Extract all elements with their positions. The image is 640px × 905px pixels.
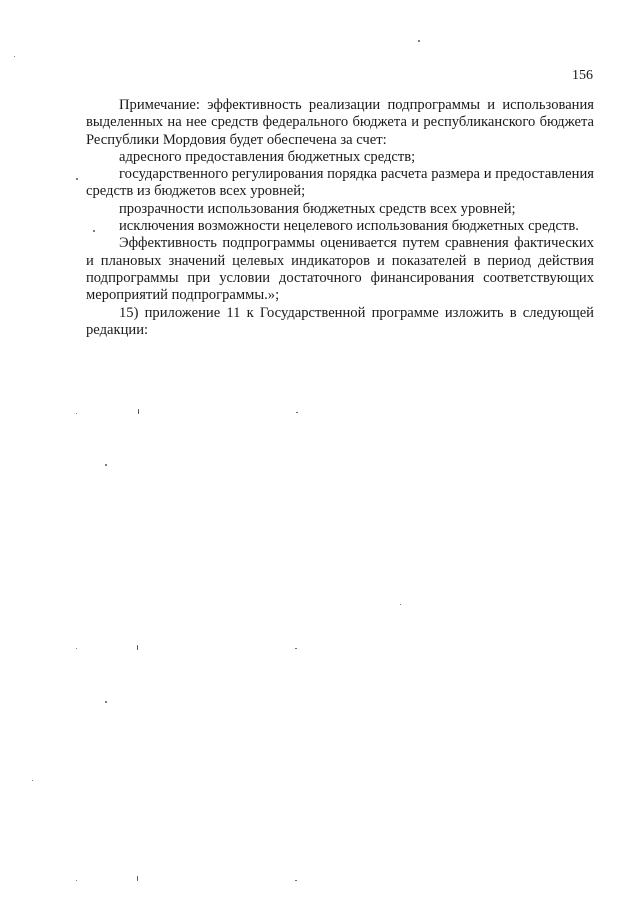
scan-speck bbox=[418, 40, 420, 42]
note-paragraph: Примечание: эффективность реализации подпрограммы и использования выделенных на нее средств федерального бюджета и республиканского бюджета Республики Мордовия будет обеспечена за счет: bbox=[86, 97, 594, 148]
page-number: 156 bbox=[572, 68, 593, 83]
scan-speck bbox=[76, 413, 77, 414]
list-item: адресного предоставления бюджетных средств; bbox=[119, 148, 416, 165]
scan-speck bbox=[296, 412, 298, 413]
scan-speck bbox=[14, 56, 15, 57]
scan-speck bbox=[137, 645, 138, 650]
list-item: государственного регулирования порядка расчета размера и предоставления средств из бюджетов всех уровней; bbox=[86, 166, 594, 200]
efficiency-paragraph: Эффективность подпрограммы оценивается путем сравнения фактических и плановых значений целевых индикаторов и показателей в период действия подпрограммы при условии достаточного финансирования соответствующих мероприятий подпрограммы.»; bbox=[86, 235, 594, 304]
scan-speck bbox=[105, 464, 107, 466]
document-body bbox=[86, 97, 594, 339]
scan-speck bbox=[93, 230, 95, 232]
scan-speck bbox=[138, 409, 139, 414]
scan-speck bbox=[295, 648, 297, 649]
list-item: исключения возможности нецелевого использования бюджетных средств. bbox=[119, 218, 579, 235]
scan-speck bbox=[137, 876, 138, 881]
scan-speck bbox=[32, 780, 33, 781]
scan-speck bbox=[295, 880, 297, 881]
scan-speck bbox=[76, 880, 77, 881]
scan-speck bbox=[105, 701, 107, 703]
scan-speck bbox=[76, 178, 78, 180]
scan-speck bbox=[400, 604, 401, 605]
scan-speck bbox=[76, 648, 77, 649]
amendment-paragraph: 15) приложение 11 к Государственной программе изложить в следующей редакции: bbox=[86, 304, 594, 338]
list-item: прозрачности использования бюджетных средств всех уровней; bbox=[119, 200, 516, 217]
